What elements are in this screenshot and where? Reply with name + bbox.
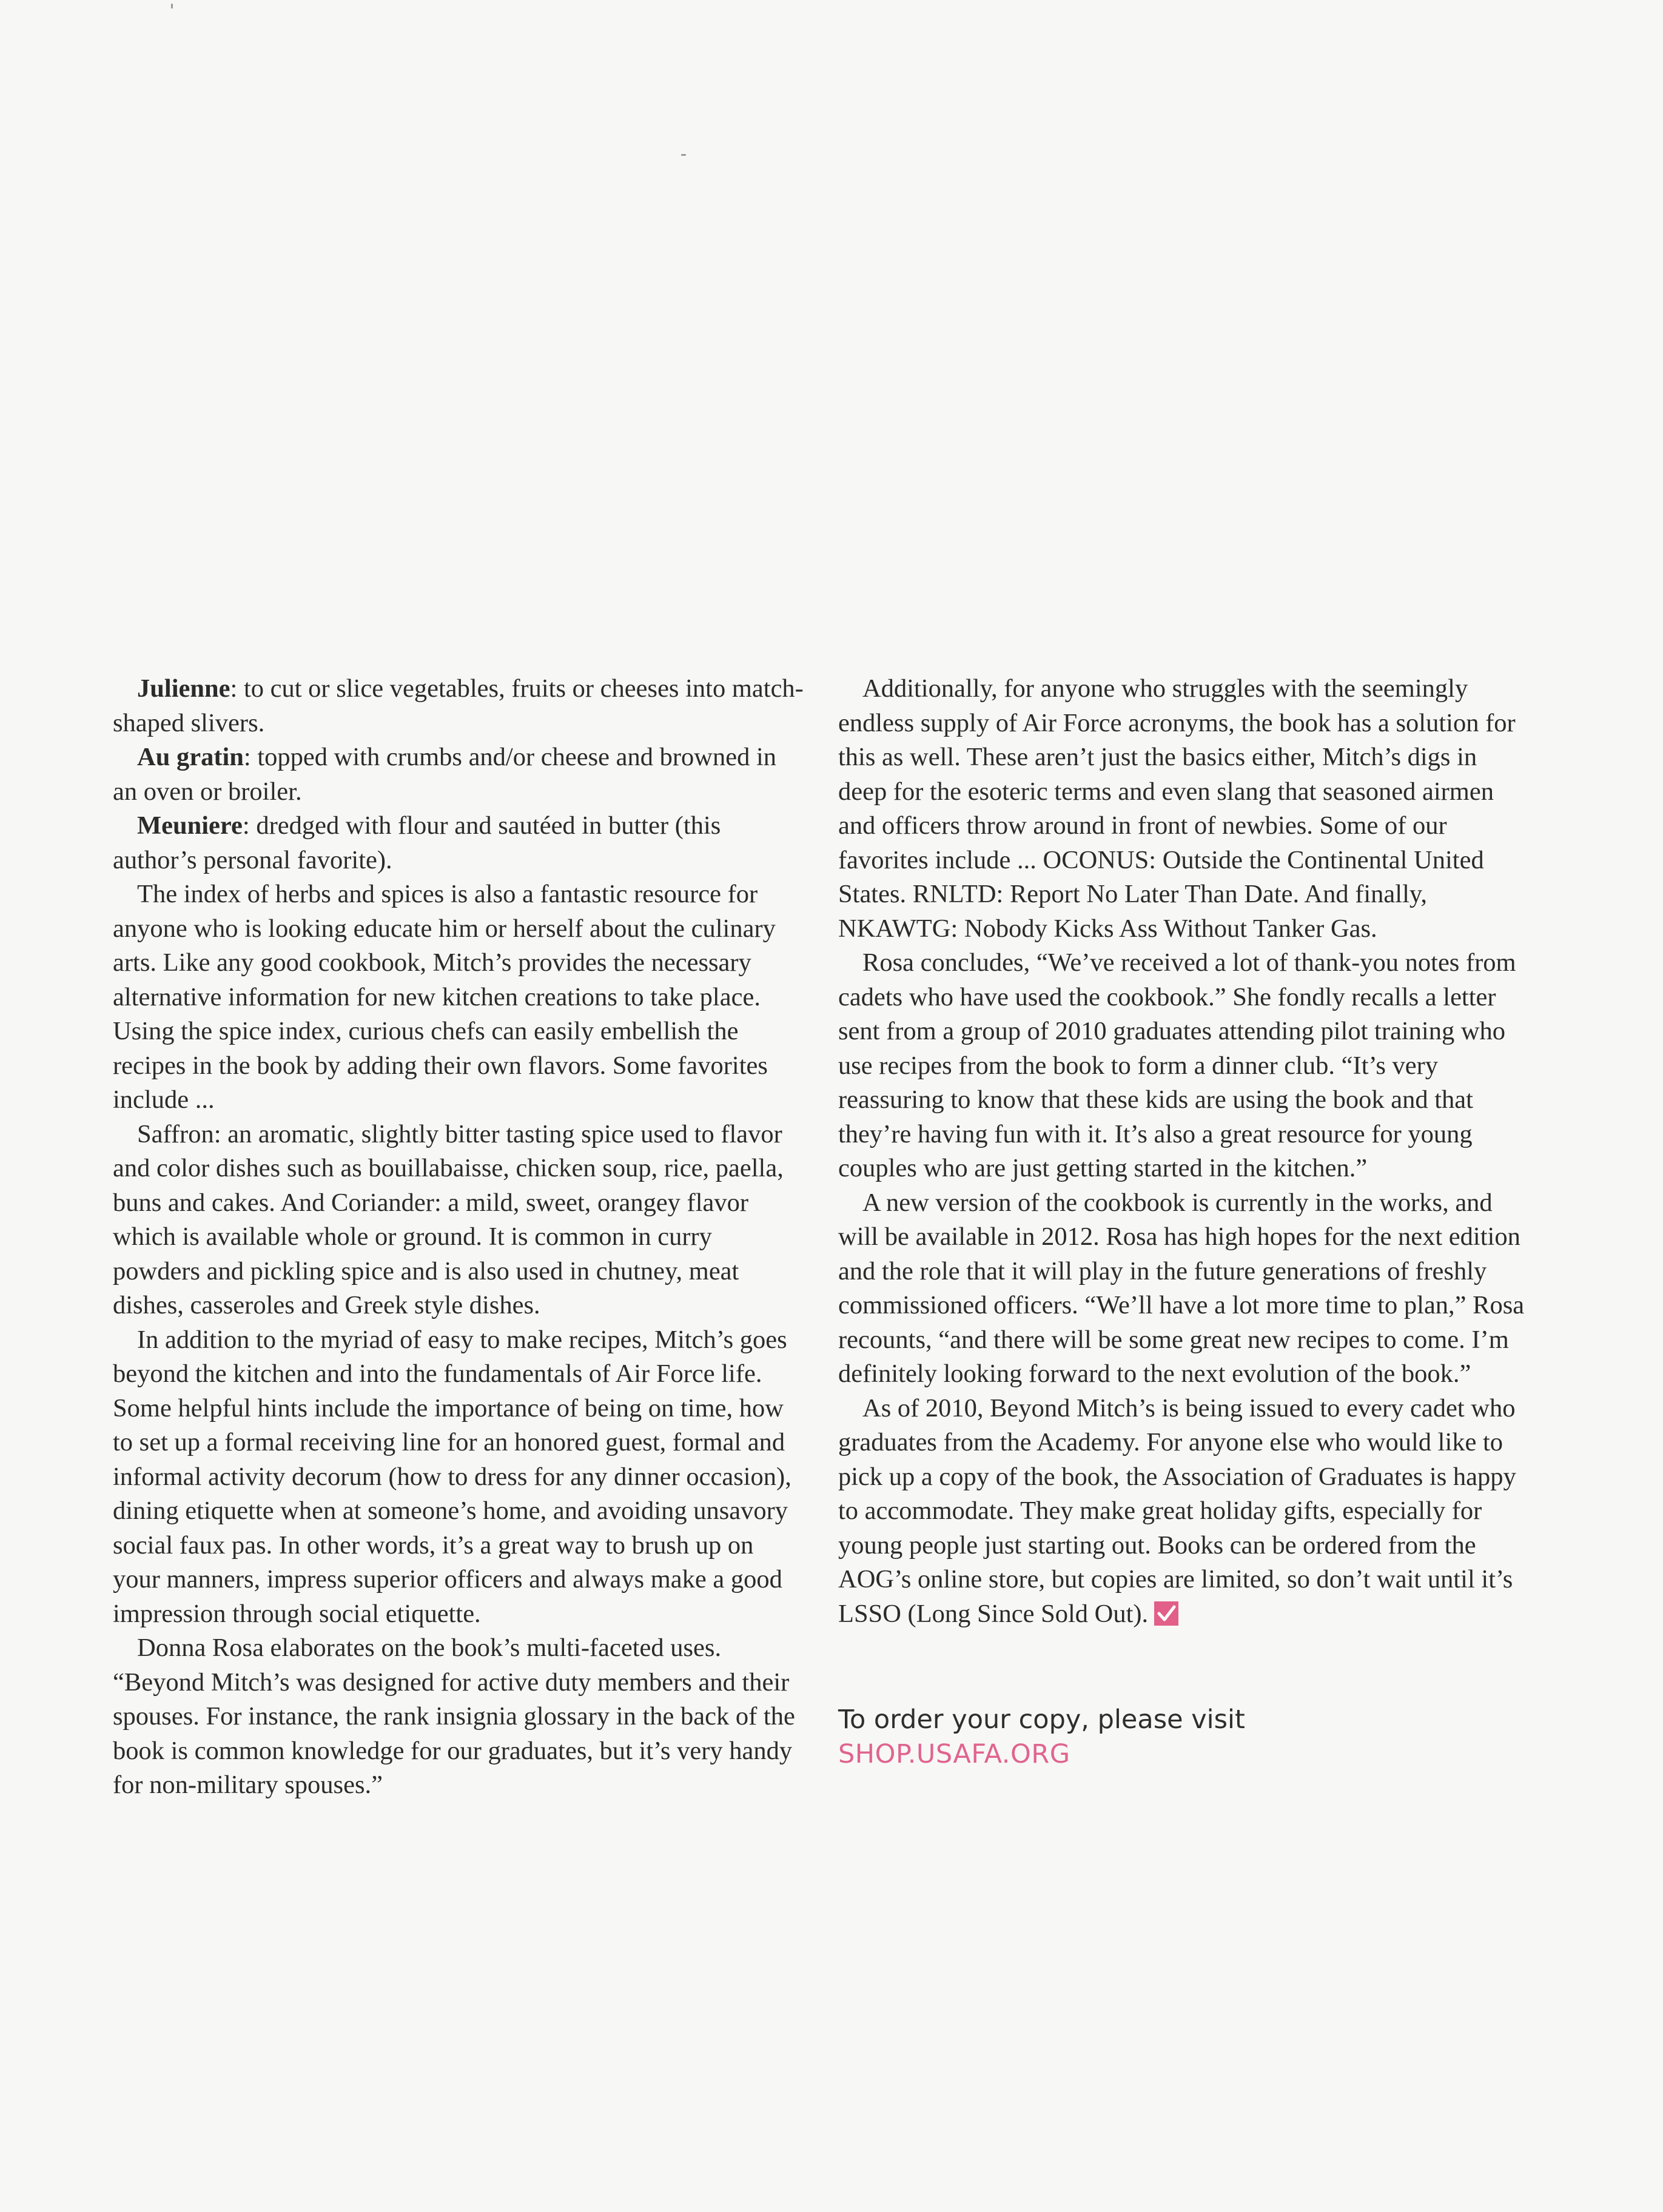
glossary-entry-meuniere — [113, 809, 804, 877]
closing-paragraph-text: As of 2010, Beyond Mitch’s is being issued to every cadet who graduates from the Academy. For anyone else who would like to pick up a copy of the book, the Association of Graduates is happy to accommodate. They make great holiday gifts, especially for young people just starting out. Books can be ordered from the AOG’s online store, but copies are limited, so don’t wait until it’s LSSO (Long Since Sold Out). — [838, 1393, 1516, 1628]
right-column — [838, 672, 1530, 1631]
glossary-definition: : dredged with flour and sautéed in butter (this author’s personal favorite). — [113, 811, 721, 874]
left-column — [113, 672, 804, 1803]
closing-paragraph — [838, 1392, 1530, 1632]
glossary-term: Julienne — [137, 674, 230, 703]
glossary-term: Meuniere — [137, 811, 243, 840]
order-callout-text: To order your copy, please visit — [838, 1704, 1245, 1735]
scan-speck — [681, 154, 686, 156]
checkbox-check-icon — [1154, 1601, 1178, 1626]
body-paragraph: Donna Rosa elaborates on the book’s multi-faceted uses. “Beyond Mitch’s was designed for active duty members and their spouses. For instance, the rank insignia glossary in the back of the book is common knowledge for our graduates, but it’s very handy for non-military spouses.” — [113, 1634, 795, 1799]
order-callout — [838, 1703, 1505, 1772]
body-paragraph: Additionally, for anyone who struggles with the seemingly endless supply of Air Force acronyms, the book has a solution for this as well. These aren’t just the basics either, Mitch’s digs in deep for the esoteric terms and even slang that seasoned airmen and officers throw around in front of newbies. Some of our favorites include ... OCONUS: Outside the Continental United States. RNLTD: Report No Later Than Date. And finally, NKAWTG: Nobody Kicks Ass Without Tanker Gas. — [838, 674, 1516, 943]
glossary-entry-julienne — [113, 672, 804, 740]
body-paragraph: In addition to the myriad of easy to make recipes, Mitch’s goes beyond the kitchen and into the fundamentals of Air Force life. Some helpful hints include the importance of being on time, how to set up a formal receiving line for an honored guest, formal and informal activity decorum (how to dress for any dinner occasion), dining etiquette when at someone’s home, and avoiding unsavory social faux pas. In other words, it’s a great way to brush up on your manners, impress superior officers and always make a good impression through social etiquette. — [113, 1325, 791, 1628]
shop-link[interactable]: SHOP.USAFA.ORG — [838, 1739, 1070, 1769]
scan-speck — [171, 4, 173, 8]
body-paragraph: Rosa concludes, “We’ve received a lot of thank-you notes from cadets who have used the cookbook.” She fondly recalls a letter sent from a group of 2010 graduates attending pilot training who use recipes from the book to form a dinner club. “It’s very reassuring to know that these kids are using the book and that they’re having fun with it. It’s also a great resource for young couples who are just getting started in the kitchen.” — [838, 948, 1516, 1182]
body-paragraph: The index of herbs and spices is also a fantastic resource for anyone who is looking educate him or herself about the culinary arts. Like any good cookbook, Mitch’s provides the necessary alternative information for new kitchen creations to take place. Using the spice index, curious chefs can easily embellish the recipes in the book by adding their own flavors. Some favorites include ... — [113, 880, 776, 1114]
glossary-entry-au-gratin — [113, 740, 804, 809]
body-paragraph: Saffron: an aromatic, slightly bitter tasting spice used to flavor and color dishes such as bouillabaisse, chicken soup, rice, paella, buns and cakes. And Coriander: a mild, sweet, orangey flavor which is available whole or ground. It is common in curry powders and pickling spice and is also used in chutney, meat dishes, casseroles and Greek style dishes. — [113, 1119, 784, 1319]
glossary-definition: : to cut or slice vegetables, fruits or cheeses into match-shaped slivers. — [113, 674, 804, 737]
body-paragraph: A new version of the cookbook is currently in the works, and will be available in 2012. Rosa has high hopes for the next edition and the role that it will play in the future generations of freshly commissioned officers. “We’ll have a lot more time to plan,” Rosa recounts, “and there will be some great new recipes to come. I’m definitely looking forward to the next evolution of the book.” — [838, 1188, 1525, 1388]
glossary-definition: : topped with crumbs and/or cheese and browned in an oven or broiler. — [113, 743, 777, 806]
glossary-term: Au gratin — [137, 743, 244, 771]
